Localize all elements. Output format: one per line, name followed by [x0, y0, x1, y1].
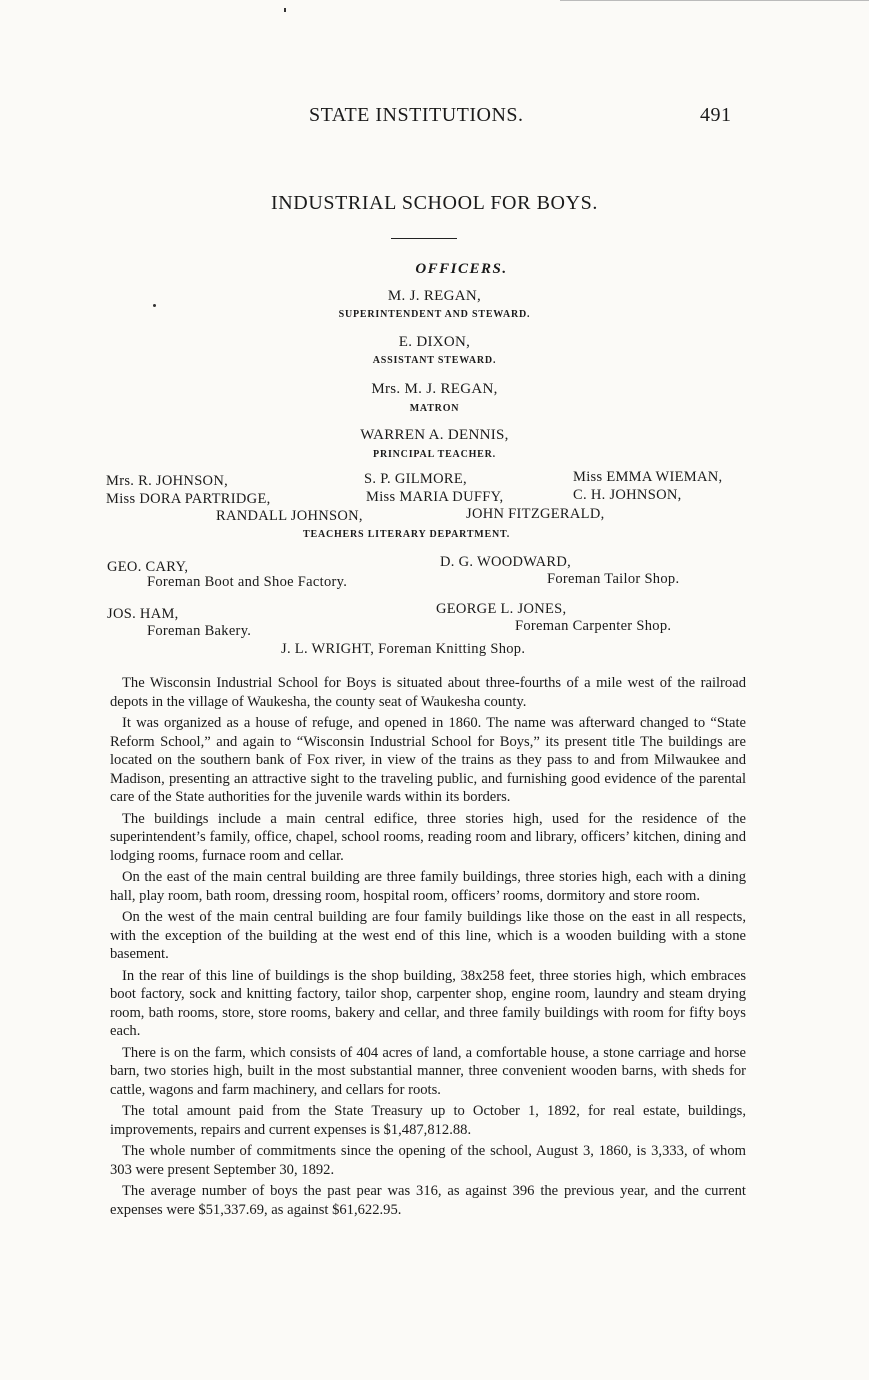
teachers-caption: TEACHERS LITERARY DEPARTMENT. [303, 529, 511, 540]
teacher-name: Miss MARIA DUFFY, [366, 489, 504, 505]
teacher-name: JOHN FITZGERALD, [466, 506, 605, 522]
foreman-name: GEORGE L. JONES, [436, 601, 567, 617]
title-rule [391, 238, 457, 239]
foreman-name: JOS. HAM, [107, 606, 179, 622]
paragraph: The total amount paid from the State Treasury up to October 1, 1892, for real estate, buildings, improvements, repairs and current expenses is $1,487,812.88. [110, 1103, 746, 1138]
page-title: INDUSTRIAL SCHOOL FOR BOYS. [271, 192, 598, 214]
officer-role: MATRON [409, 403, 460, 414]
officer-role: PRINCIPAL TEACHER. [373, 449, 496, 460]
officer-role: ASSISTANT STEWARD. [372, 355, 497, 366]
teacher-name: S. P. GILMORE, [364, 471, 467, 487]
foreman-name: D. G. WOODWARD, [440, 554, 572, 570]
running-title: STATE INSTITUTIONS. [309, 104, 524, 126]
officers-heading: OFFICERS. [415, 261, 508, 277]
officer-name: WARREN A. DENNIS, [360, 427, 509, 443]
paragraph: There is on the farm, which consists of 404 acres of land, a comfortable house, a stone carriage and horse barn, two stories high, built in the most substantial manner, three convenient wooden barns, with sheds for cattle, wagons and farm machinery, and cellars for roots. [110, 1044, 746, 1098]
paragraph: In the rear of this line of buildings is the shop building, 38x258 feet, three stories high, which embraces boot factory, sock and knitting factory, tailor shop, carpenter shop, engine room, laundry and steam drying room, bath rooms, store, store rooms, bakery and cellar, and three family buildings with room for fifty boys each. [110, 967, 746, 1039]
paragraph: On the east of the main central building are three family buildings, three stories high, each with a dining hall, play room, bath room, dressing room, hospital room, officers’ rooms, dormitory and store room. [110, 869, 746, 904]
officer-name: M. J. REGAN, [387, 288, 482, 304]
paragraph: The average number of boys the past pear was 316, as against 396 the previous year, and the current expenses were $51,337.69, as against $61,622.95. [110, 1183, 746, 1218]
teacher-name: C. H. JOHNSON, [573, 487, 682, 503]
page-number: 491 [700, 104, 732, 126]
officer-role: SUPERINTENDENT AND STEWARD. [338, 309, 531, 320]
foreman-role: Foreman Bakery. [147, 623, 252, 639]
paragraph: The buildings include a main central edifice, three stories high, used for the residence of the superintendent’s family, office, chapel, school rooms, reading room and library, officers’ kitchen, dining and lodging rooms, furnace room and cellar. [110, 810, 746, 864]
teacher-name: Miss DORA PARTRIDGE, [106, 491, 271, 507]
foreman-role: Foreman Boot and Shoe Factory. [147, 574, 348, 590]
officer-name: E. DIXON, [398, 334, 471, 350]
paragraph: The Wisconsin Industrial School for Boys is situated about three-fourths of a mile west of the railroad depots in the village of Waukesha, the county seat of Waukesha county. [110, 675, 746, 710]
foreman-role: Foreman Carpenter Shop. [515, 618, 672, 634]
paragraph: The whole number of commitments since the opening of the school, August 3, 1860, is 3,333, of whom 303 were present September 30, 1892. [110, 1143, 746, 1178]
paragraph: On the west of the main central building are four family buildings like those on the east in all respects, with the exception of the building at the west end of this line, which is a wooden building with a stone basement. [110, 909, 746, 962]
paragraph: It was organized as a house of refuge, and opened in 1860. The name was afterward changed to “State Reform School,” and again to “Wisconsin Industrial School for Boys,” its present title The buildings are located on the southern bank of Fox river, in view of the trains as they pass to and from Milwaukee and Madison, presenting an attractive sight to the traveling public, and furnishing good evidence of the parental care of the State authorities for the juvenile wards within its borders. [110, 715, 746, 805]
teacher-name: Miss EMMA WIEMAN, [573, 469, 723, 485]
foreman-knitting: J. L. WRIGHT, Foreman Knitting Shop. [281, 641, 526, 657]
foreman-role: Foreman Tailor Shop. [547, 571, 680, 587]
scan-edge-line [560, 0, 869, 1]
teacher-name: Mrs. R. JOHNSON, [106, 473, 229, 489]
foreman-name: GEO. CARY, [107, 559, 189, 575]
teacher-name: RANDALL JOHNSON, [216, 508, 363, 524]
body-text [110, 674, 746, 1219]
officer-name: Mrs. M. J. REGAN, [371, 381, 498, 397]
scan-speck [284, 8, 286, 12]
